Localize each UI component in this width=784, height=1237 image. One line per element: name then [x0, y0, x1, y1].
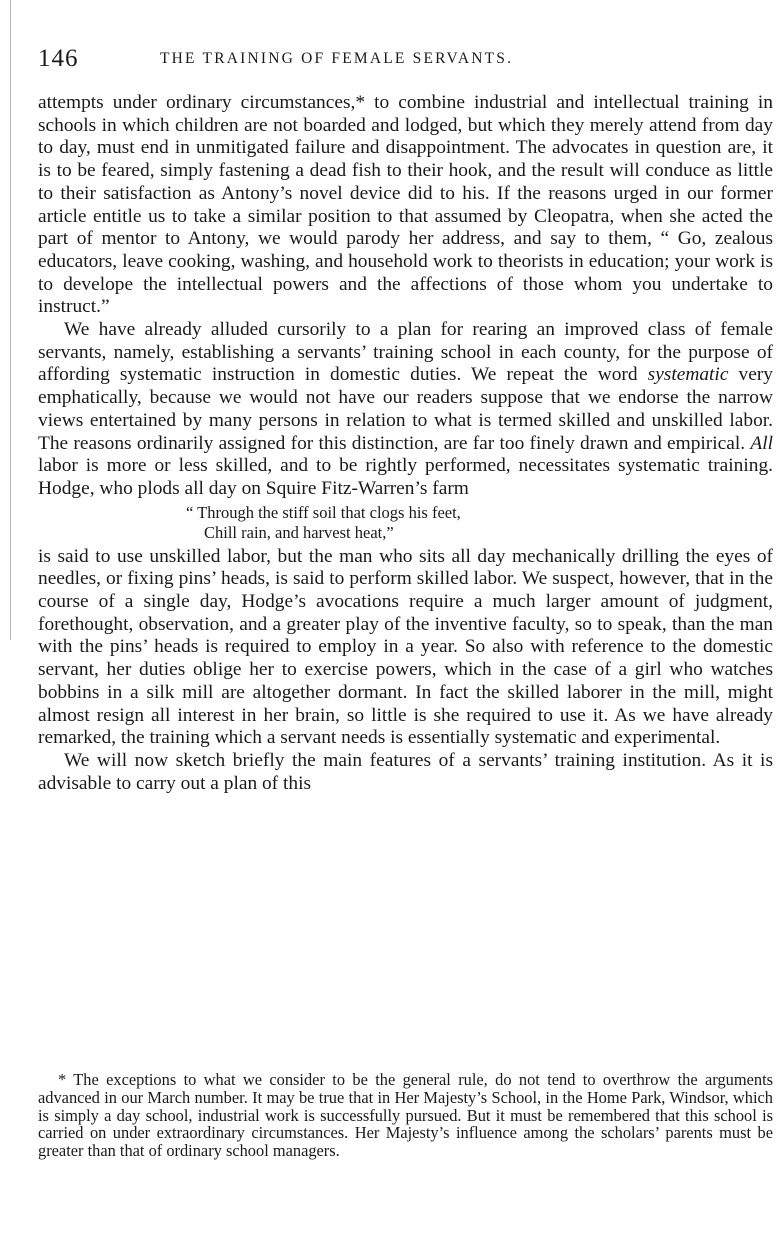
paragraph-3: is said to use unskilled labor, but the man who sits all day mechanically drilling the eyes of needles, or fixing pins’ heads, is said to perform skilled labor. We suspect, however, that in the course of a single day, Hodge’s avocations require a much larger amount of judgment, forethought, observation, and a greater play of the inventive faculty, so to speak, than the man with the pins’ heads is required to employ in a year. So also with reference to the domestic servant, her duties oblige her to exercise powers, which in the case of a girl who watches bobbins in a silk mill are altogether dormant. In fact the skilled laborer in the mill, might almost resign all interest in her brain, so little is she required to use it. As we have already remarked, the training which a servant needs is essentially systematic and experimental. [38, 545, 773, 749]
verse-quotation [186, 503, 773, 543]
paragraph-2 [38, 319, 773, 501]
verse-line-1: “ Through the stiff soil that clogs his feet, [186, 502, 461, 522]
running-title: THE TRAINING OF FEMALE SERVANTS. [160, 50, 514, 67]
body-text [38, 92, 773, 795]
running-head [38, 44, 758, 74]
footnote: * The exceptions to what we consider to be the general rule, do not tend to overthrow the arguments advanced in our March number. It may be true that in Her Majesty’s School, in the Home Park, Windsor, which is simply a day school, industrial work is successfully pursued. But it must be remembered that this school is carried on under extraordinary circumstances. Her Majesty’s influence among the scholars’ parents must be greater than that of ordinary school managers. [38, 1070, 773, 1160]
page-edge-rule [10, 0, 11, 640]
paragraph-2-text-b: very emphatically, because we would not have our readers suppose that we endorse the narrow views entertained by many persons in relation to what is termed skilled and unskilled labor. The reasons ordinarily assigned for this distinction, are far too finely drawn and empirical. [38, 364, 773, 454]
paragraph-2-text-a: We have already alluded cursorily to a plan for rearing an improved class of female servants, namely, establishing a servants’ training school in each county, for the purpose of affording systematic instruction in domestic duties. We repeat the word [38, 319, 773, 386]
italic-word-systematic: systematic [647, 364, 729, 386]
verse-line-2: Chill rain, and harvest heat,” [204, 522, 394, 542]
italic-word-all: All [750, 432, 773, 454]
paragraph-1: attempts under ordinary circumstances,* to combine industrial and intellectual training in schools in which children are not boarded and lodged, but which they merely attend from day to day, must end in unmitigated failure and disappointment. The advocates in question are, it is to be feared, simply fastening a dead fish to their hook, and the result will conduce as little to their satisfaction as Antony’s novel device did to his. If the reasons urged in our former article entitle us to take a similar position to that assumed by Cleopatra, when she acted the part of mentor to Antony, we would parody her address, and say to them, “ Go, zealous educators, leave cooking, washing, and household work to theorists in education; your work is to develope the intellectual powers and the affections of those whom you undertake to instruct.” [38, 92, 773, 318]
paragraph-2-text-c: labor is more or less skilled, and to be rightly performed, necessitates systematic training. Hodge, who plods all day on Squire Fitz-Warren’s farm [38, 455, 773, 499]
page-number: 146 [38, 45, 79, 72]
paragraph-4: We will now sketch briefly the main features of a servants’ training institution. As it is advisable to carry out a plan of this [38, 749, 773, 794]
